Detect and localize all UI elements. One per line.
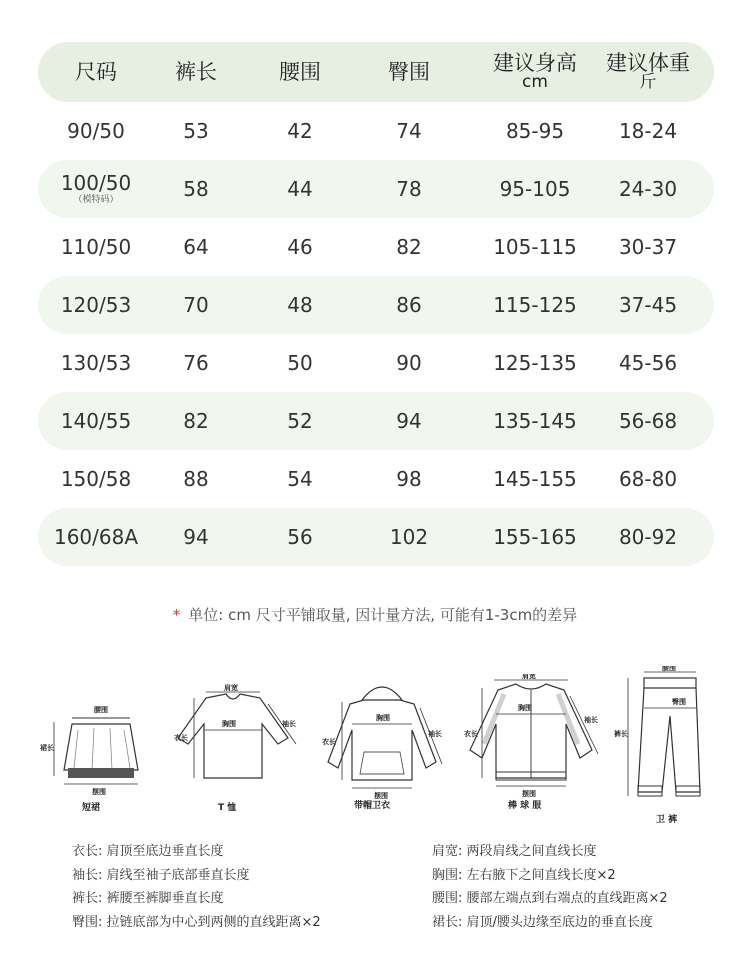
cell-height: 145-155 <box>493 466 577 491</box>
table-row <box>38 160 714 218</box>
cell-hip: 94 <box>396 408 422 433</box>
cell-waist: 42 <box>287 118 313 143</box>
cell-weight: 18-24 <box>618 118 678 143</box>
tag-hem: 摆围 <box>92 788 106 796</box>
tag-waist: 腰围 <box>94 706 108 714</box>
hoodie-drawing <box>312 678 452 810</box>
definitions-right <box>432 840 668 934</box>
figure-label: 带帽卫衣 <box>354 801 391 811</box>
tshirt-figure <box>168 682 308 813</box>
definition-value: 肩顶/腰头边缘至底边的垂直长度 <box>466 914 653 930</box>
definition-key: 袖长: <box>72 867 103 883</box>
figure-label: 棒 球 服 <box>508 801 542 811</box>
definition-key: 臀围: <box>72 914 103 930</box>
header-height-unit: cm <box>522 72 548 93</box>
tag-sleeve: 袖长 <box>282 720 296 728</box>
size-table <box>38 42 714 566</box>
definition-value: 裤腰至裤脚垂直长度 <box>106 891 224 906</box>
cell-weight: 30-37 <box>618 234 678 259</box>
tag-hem: 摆围 <box>374 792 388 800</box>
cell-waist: 48 <box>287 292 313 317</box>
cell-waist: 56 <box>287 524 313 549</box>
cell-size: 150/58 <box>60 466 132 491</box>
hoodie-figure <box>312 678 452 810</box>
tag-shoulder: 肩宽 <box>224 684 238 692</box>
table-row <box>38 334 714 392</box>
skirt-figure <box>38 700 158 813</box>
table-row <box>38 392 714 450</box>
figure-label: 短裙 <box>82 803 101 813</box>
table-row <box>38 218 714 276</box>
cell-length: 88 <box>183 466 209 491</box>
baseball-jacket-drawing <box>458 674 604 810</box>
cell-hip: 90 <box>396 350 422 375</box>
baseball-jacket-figure <box>458 674 604 810</box>
tshirt-drawing <box>168 682 308 810</box>
definition-value: 拉链底部为中心到两侧的直线距离×2 <box>106 914 321 930</box>
asterisk-icon: * <box>172 606 181 624</box>
cell-hip: 86 <box>396 292 422 317</box>
cell-height: 125-135 <box>493 350 577 375</box>
tag-waist: 腰围 <box>662 666 676 672</box>
cell-size: 130/53 <box>60 350 132 375</box>
tag-sleeve: 袖长 <box>428 730 442 738</box>
cell-size: 160/68A <box>53 524 139 549</box>
header-pants-length: 裤长 <box>175 59 217 84</box>
definition-value: 肩顶至底边垂直长度 <box>106 844 224 859</box>
definition-key: 肩宽: <box>432 844 463 859</box>
measurement-note <box>0 604 750 625</box>
tag-hem: 摆围 <box>522 790 536 798</box>
model-size-note: （模特码） <box>73 194 119 205</box>
cell-hip: 74 <box>396 118 422 143</box>
cell-size: 140/55 <box>60 408 132 433</box>
cell-weight: 37-45 <box>618 292 678 317</box>
definition-item <box>432 911 668 935</box>
cell-waist: 54 <box>287 466 313 491</box>
tag-length: 裤长 <box>614 730 628 738</box>
definition-item <box>432 864 668 888</box>
cell-length: 64 <box>183 234 209 259</box>
cell-size: 110/50 <box>60 234 132 259</box>
cell-height: 155-165 <box>493 524 577 549</box>
definition-item <box>72 864 321 888</box>
jogger-pants-drawing <box>610 666 720 822</box>
tag-chest: 胸围 <box>222 720 236 728</box>
definition-key: 裙长: <box>432 914 463 930</box>
cell-length: 82 <box>183 408 209 433</box>
cell-height: 135-145 <box>493 408 577 433</box>
definition-value: 两段肩线之间直线长度 <box>466 844 597 859</box>
definition-key: 胸围: <box>432 867 463 883</box>
header-size: 尺码 <box>75 59 117 84</box>
cell-waist: 46 <box>287 234 313 259</box>
tag-shoulder: 肩宽 <box>522 674 536 680</box>
cell-length: 53 <box>183 118 209 143</box>
table-row <box>38 276 714 334</box>
cell-weight: 45-56 <box>618 350 678 375</box>
jogger-pants-figure <box>610 666 720 825</box>
cell-height: 95-105 <box>499 176 571 201</box>
definition-item <box>432 840 668 864</box>
cell-weight: 80-92 <box>618 524 678 549</box>
cell-height: 115-125 <box>493 292 577 317</box>
header-weight <box>586 42 710 102</box>
tag-skirt-length: 裙长 <box>40 744 54 752</box>
header-waist: 腰围 <box>279 59 321 84</box>
cell-height: 85-95 <box>505 118 565 143</box>
cell-weight: 68-80 <box>618 466 678 491</box>
tag-sleeve: 袖长 <box>584 716 598 724</box>
cell-waist: 44 <box>287 176 313 201</box>
cell-length: 94 <box>183 524 209 549</box>
garment-figures <box>30 660 720 830</box>
definition-key: 裤长: <box>72 891 103 906</box>
tag-length: 衣长 <box>174 734 188 742</box>
cell-waist: 50 <box>287 350 313 375</box>
tag-hip: 臀围 <box>672 698 686 706</box>
cell-length: 76 <box>183 350 209 375</box>
definition-value: 腰部左端点到右端点的直线距离×2 <box>466 891 668 906</box>
cell-hip: 98 <box>396 466 422 491</box>
cell-size <box>38 160 154 218</box>
cell-size-value: 100/50 <box>60 170 132 195</box>
table-header <box>38 42 714 102</box>
cell-hip: 102 <box>389 524 429 549</box>
header-weight-unit: 斤 <box>639 72 657 93</box>
cell-weight: 24-30 <box>618 176 678 201</box>
note-text: 单位: cm 尺寸平铺取量, 因计量方法, 可能有1-3cm的差异 <box>188 606 578 624</box>
cell-height: 105-115 <box>493 234 577 259</box>
figure-label: 卫 裤 <box>656 815 678 825</box>
definitions-left <box>72 840 321 934</box>
cell-hip: 78 <box>396 176 422 201</box>
tag-length: 衣长 <box>464 730 478 738</box>
tag-chest: 胸围 <box>376 714 390 722</box>
definition-item <box>72 840 321 864</box>
table-row <box>38 508 714 566</box>
header-hip: 臀围 <box>388 59 430 84</box>
header-weight-label: 建议体重 <box>606 51 690 76</box>
definition-key: 腰围: <box>432 891 463 906</box>
definition-item <box>72 887 321 911</box>
definition-value: 肩线至袖子底部垂直长度 <box>106 867 250 883</box>
cell-size: 90/50 <box>67 118 125 143</box>
cell-length: 70 <box>183 292 209 317</box>
definition-item <box>432 887 668 911</box>
cell-weight: 56-68 <box>618 408 678 433</box>
cell-size: 120/53 <box>60 292 132 317</box>
definition-key: 衣长: <box>72 844 103 859</box>
cell-hip: 82 <box>396 234 422 259</box>
skirt-drawing <box>38 700 158 810</box>
cell-length: 58 <box>183 176 209 201</box>
cell-waist: 52 <box>287 408 313 433</box>
definition-item <box>72 911 321 935</box>
definition-value: 左右腋下之间直线长度×2 <box>466 867 616 883</box>
tag-length: 衣长 <box>322 738 336 746</box>
figure-label: T 恤 <box>218 803 237 813</box>
table-row <box>38 450 714 508</box>
table-row <box>38 102 714 160</box>
tag-chest: 胸围 <box>518 704 532 712</box>
header-height-label: 建议身高 <box>493 51 577 76</box>
